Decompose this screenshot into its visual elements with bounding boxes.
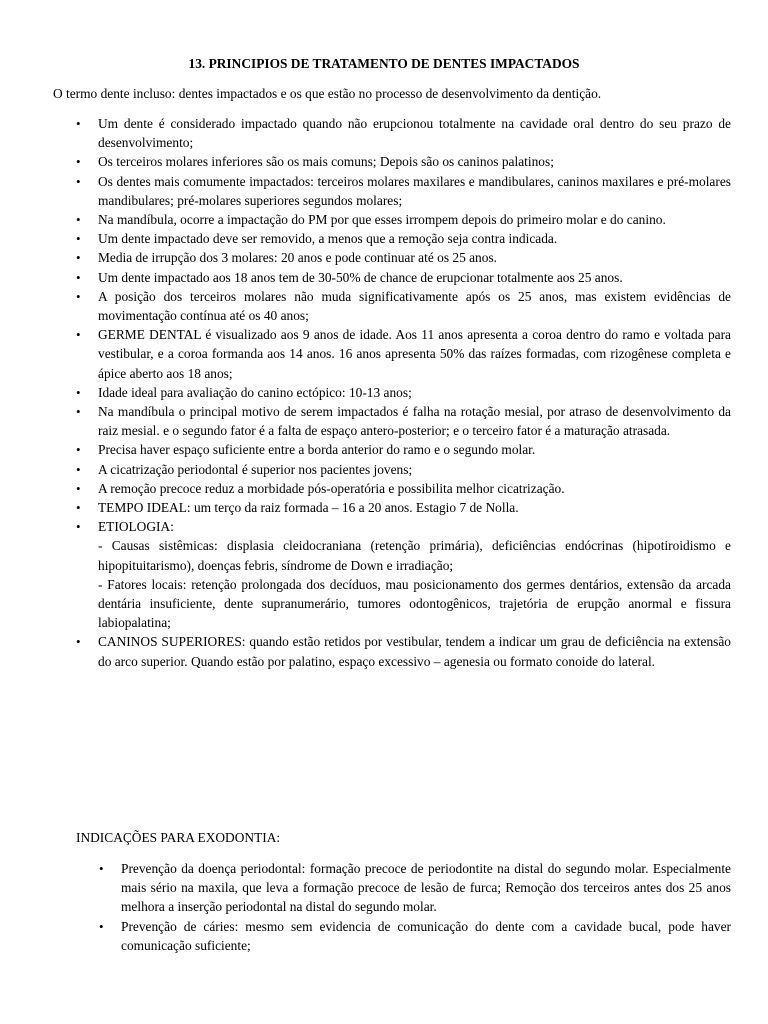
bullet-icon: •	[99, 861, 104, 876]
list-item: • A posição dos terceiros molares não muda significativamente após os 25 anos, mas existem evidências de movimentação contínua até os 40 anos;	[76, 288, 731, 324]
bullet-icon: •	[76, 173, 81, 189]
bullet-icon: •	[76, 404, 81, 420]
list-item: • A cicatrização periodontal é superior nos pacientes jovens;	[98, 460, 731, 479]
list-item: • Prevenção de cáries: mesmo sem evidencia de comunicação do dente com a cavidade bucal, pode haver comunicação suficiente;	[99, 918, 731, 953]
list-item: • Na mandíbula, ocorre a impactação do PM por que esses irrompem depois do primeiro molar e do canino.	[98, 210, 731, 229]
list-item: • Os terceiros molares inferiores são os mais comuns; Depois são os caninos palatinos;	[98, 152, 731, 171]
bullet-icon: •	[99, 918, 104, 934]
bullet-icon: •	[76, 250, 81, 266]
list-item: • Idade ideal para avaliação do canino ectópico: 10-13 anos;	[98, 383, 731, 402]
etiologia-label: ETIOLOGIA:	[98, 519, 174, 535]
bullet-icon: •	[76, 500, 81, 516]
bullet-icon: •	[76, 288, 81, 304]
list-item: • Na mandíbula o principal motivo de serem impactados é falha na rotação mesial, por atraso de desenvolvimento da raiz mesial. e o segundo fator é a falta de espaço antero-posterior; e o terceiro fator é a maturação atrasada.	[76, 404, 731, 439]
etiologia-locais: - Fatores locais: retenção prolongada dos decíduos, mau posicionamento dos germes dentários, extensão da arcada dentária insuficiente, dente supranumerário, tumores odontogênicos, trajetória de erupção anormal e fissura labiopalatina;	[98, 576, 731, 631]
list-item: • A remoção precoce reduz a morbidade pós-operatória e possibilita melhor cicatrização.	[98, 479, 731, 498]
bullet-icon: •	[76, 442, 81, 458]
bullet-icon: •	[76, 327, 81, 343]
list-item: • Media de irrupção dos 3 molares: 20 anos e pode continuar até os 25 anos.	[98, 248, 731, 267]
bullet-icon: •	[76, 212, 81, 228]
list-item: • TEMPO IDEAL: um terço da raiz formada – 16 a 20 anos. Estagio 7 de Nolla.	[98, 498, 731, 517]
list-item: • Prevenção da doença periodontal: formação precoce de periodontite na distal do segundo molar. Especialmente mais sério na maxila, que leva a formação precoce de lesão de furca; Remoção dos terceiros antes dos 25 anos melhora a inserção periodontal na distal do segundo molar.	[99, 861, 731, 915]
bullet-icon: •	[76, 154, 81, 170]
bullet-icon: •	[76, 231, 81, 247]
exodontia-heading: INDICAÇÕES PARA EXODONTIA:	[76, 830, 281, 845]
exodontia-bullet-list	[99, 859, 731, 955]
list-item: • Os dentes mais comumente impactados: terceiros molares maxilares e mandibulares, caninos maxilares e pré-molares mandibulares; pré-molares superiores segundos molares;	[76, 173, 731, 208]
bullet-icon: •	[76, 634, 81, 650]
list-item: • Um dente impactado deve ser removido, a menos que a remoção seja contra indicada.	[98, 229, 731, 248]
list-item: • Precisa haver espaço suficiente entre a borda anterior do ramo e o segundo molar.	[98, 440, 731, 459]
list-item: • CANINOS SUPERIORES: quando estão retidos por vestibular, tendem a indicar um grau de deficiência na extensão do arco superior. Quando estão por palatino, espaço excessivo – agenesia ou formato conoide do lateral.	[76, 634, 731, 669]
list-item: • GERME DENTAL é visualizado aos 9 anos de idade. Aos 11 anos apresenta a coroa dentro do ramo e voltada para vestibular, e a coroa formanda aos 14 anos. 16 anos apresenta 50% das raízes formadas, com rizogênese completa e ápice aberto aos 18 anos;	[76, 327, 731, 381]
intro-paragraph: O termo dente incluso: dentes impactados e os que estão no processo de desenvolvimento da dentição.	[53, 86, 602, 101]
bullet-icon: •	[76, 480, 81, 496]
page-title: 13. PRINCIPIOS DE TRATAMENTO DE DENTES IMPACTADOS	[188, 56, 580, 71]
main-bullet-list	[76, 114, 731, 671]
bullet-icon: •	[76, 116, 81, 131]
bullet-icon: •	[76, 269, 81, 285]
etiologia-sistemicas: - Causas sistêmicas: displasia cleidocraniana (retenção primária), deficiências endócrinas (hipotiroidismo e hipopituitarismo), doenças febris, síndrome de Down e irradiação;	[98, 538, 731, 573]
bullet-icon: •	[76, 384, 81, 400]
bullet-icon: •	[76, 461, 81, 477]
list-item: • Um dente é considerado impactado quando não erupcionou totalmente na cavidade oral dentro do seu prazo de desenvolvimento;	[76, 116, 731, 151]
bullet-icon: •	[76, 519, 81, 535]
list-item: • Um dente impactado aos 18 anos tem de 30-50% de chance de erupcionar totalmente aos 25 anos.	[98, 268, 731, 287]
etiologia-item	[76, 517, 731, 632]
